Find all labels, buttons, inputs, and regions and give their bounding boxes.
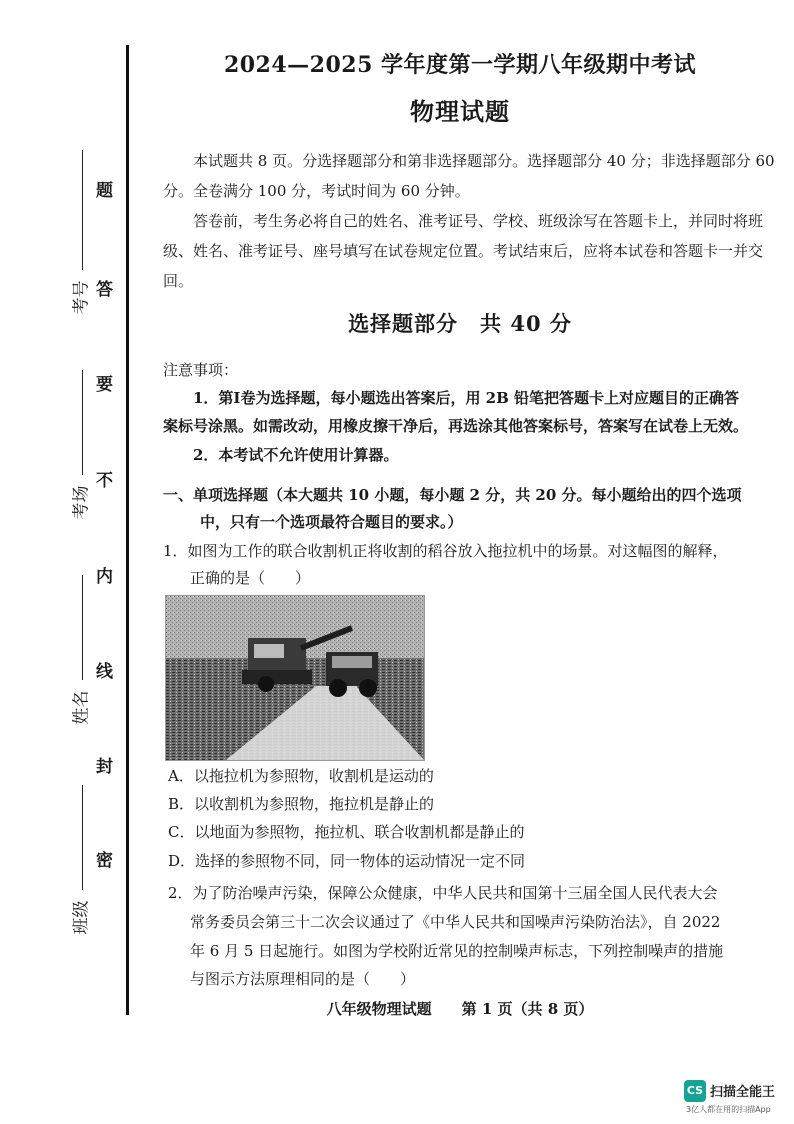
harvester-photo <box>165 595 425 761</box>
class-line <box>82 785 83 890</box>
seal-char-bu: 不 <box>96 471 113 491</box>
exam-room-line <box>82 370 83 475</box>
exam-room-label: 考场 <box>71 485 92 520</box>
exam-number-line <box>82 150 83 270</box>
name-line <box>82 575 83 680</box>
seal-char-feng: 封 <box>96 757 113 777</box>
seal-char-da: 答 <box>96 280 113 300</box>
part1-heading-line-2: 中，只有一个选项最符合题目的要求。） <box>200 513 463 531</box>
question-1-option-a: A．以拖拉机为参照物，收割机是运动的 <box>168 767 434 785</box>
exam-number-label: 考号 <box>71 280 92 315</box>
exam-title: 2024—2025 学年度第一学期八年级期中考试 <box>223 52 697 78</box>
question-2-line-4: 与图示方法原理相同的是（ ） <box>190 970 416 988</box>
seal-char-ti: 题 <box>96 181 113 201</box>
intro-paragraph-1: 本试题共 8 页。分选择题部分和第非选择题部分。选择题部分 40 分；非选择题部分 60 分。全卷满分 100 分，考试时间为 60 分钟。 <box>163 152 775 200</box>
note-1-line-1: 1．第Ⅰ卷为选择题，每小题选出答案后，用 2B 铅笔把答题卡上对应题目的正确答 <box>193 389 740 407</box>
camscanner-logo: CS <box>684 1080 706 1102</box>
page-footer: 八年级物理试题 第 1 页（共 8 页） <box>326 1000 594 1018</box>
exam-subject: 物理试题 <box>410 97 510 126</box>
section-title: 选择题部分 共 40 分 <box>348 311 572 336</box>
question-2-line-1: 2．为了防治噪声污染，保障公众健康，中华人民共和国第十三届全国人民代表大会 <box>168 884 718 902</box>
name-label: 姓名 <box>71 690 92 725</box>
question-2-line-3: 年 6 月 5 日起施行。如图为学校附近常见的控制噪声标志，下列控制噪声的措施 <box>190 942 724 960</box>
class-label: 班级 <box>71 900 92 935</box>
camscanner-name: 扫描全能王 <box>710 1085 776 1100</box>
seal-char-yao: 要 <box>96 375 113 395</box>
part1-heading-line-1: 一、单项选择题（本大题共 10 小题，每小题 2 分，共 20 分。每小题给出的四个选项 <box>163 486 742 504</box>
camscanner-tagline: 3亿人都在用的扫描App <box>686 1105 771 1114</box>
question-1-option-d: D．选择的参照物不同，同一物体的运动情况一定不同 <box>168 852 526 870</box>
notes-heading: 注意事项： <box>163 361 239 379</box>
seal-char-nei: 内 <box>96 567 113 587</box>
seal-char-mi: 密 <box>96 851 113 871</box>
seal-char-xian: 线 <box>96 662 113 682</box>
note-1-line-2: 案标号涂黑。如需改动，用橡皮擦干净后，再选涂其他答案标号，答案写在试卷上无效。 <box>163 417 749 435</box>
question-1-option-b: B．以收割机为参照物，拖拉机是静止的 <box>168 795 435 813</box>
question-2-line-2: 常务委员会第三十二次会议通过了《中华人民共和国噪声污染防治法》，自 2022 <box>190 913 721 931</box>
question-1-stem-line-2: 正确的是（ ） <box>190 569 311 587</box>
note-2: 2．本考试不允许使用计算器。 <box>193 446 399 464</box>
binding-line <box>126 45 129 1015</box>
intro-paragraph-2: 答卷前，考生务必将自己的姓名、准考证号、学校、班级涂写在答题卡上，并同时将班级、姓名、准考证号、座号填写在试卷规定位置。考试结束后，应将本试卷和答题卡一并交回。 <box>163 212 764 290</box>
question-1-stem-line-1: 1．如图为工作的联合收割机正将收割的稻谷放入拖拉机中的场景。对这幅图的解释， <box>163 542 728 560</box>
question-1-option-c: C．以地面为参照物，拖拉机、联合收割机都是静止的 <box>168 823 525 841</box>
